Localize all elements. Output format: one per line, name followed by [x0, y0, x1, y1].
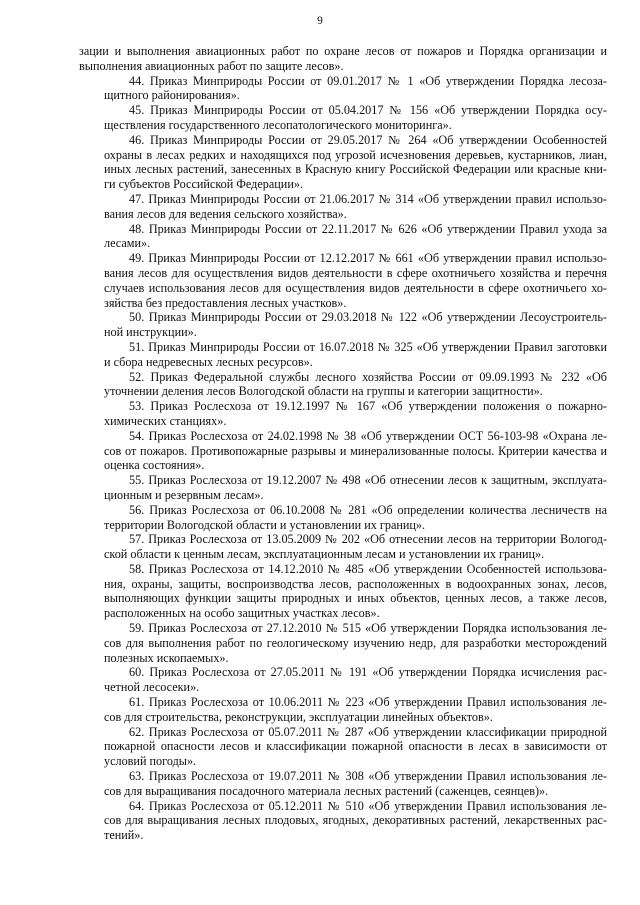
text-line: 55. Приказ Рослесхоза от 19.12.2007 № 498 «Об отнесении лесов к защитным, эксплуата- — [129, 473, 607, 488]
text-line: 50. Приказ Минприроды России от 29.03.2018 № 122 «Об утверждении Лесоустроитель- — [129, 310, 607, 325]
list-item — [79, 473, 607, 503]
text-line: выполняющих функции защиты природных и иных объектов, ценных лесов, а также лесов, — [104, 591, 607, 606]
text-line: зяйства без предоставления лесных участков». — [104, 295, 347, 310]
text-line: 56. Приказ Рослесхоза от 06.10.2008 № 281 «Об определении количества лесничеств на — [129, 502, 607, 517]
list-item — [79, 133, 607, 192]
text-line: 53. Приказ Рослесхоза от 19.12.1997 № 167 «Об утверждении положения о пожарно- — [129, 399, 607, 414]
text-line: 51. Приказ Минприроды России от 16.07.2018 № 325 «Об утверждении Правил заготовки — [129, 339, 607, 354]
text-line: уточнении деления лесов Вологодской области на группы и категории защитности». — [104, 384, 543, 399]
list-item — [79, 399, 607, 429]
text-line: зации и выполнения авиационных работ по охране лесов от пожаров и Порядка организации и — [79, 44, 607, 58]
text-line: охраны в лесах редких и находящихся под угрозой исчезновения деревьев, кустарников, лиан, — [104, 147, 607, 162]
text-line: сов для выполнения работ по геологическому изучению недр, для разработки месторождений — [104, 635, 607, 650]
text-line: ской области к ценным лесам, эксплуатационным лесам и установлении их границ». — [104, 547, 545, 562]
text-line: 49. Приказ Минприроды России от 12.12.2017 № 661 «Об утверждении правил использо- — [129, 251, 607, 266]
text-line: 45. Приказ Минприроды России от 05.04.2017 № 156 «Об утверждении Порядка осу- — [129, 103, 607, 118]
text-line: ги субъектов Российской Федерации». — [104, 177, 303, 192]
text-line: случаев использования лесов для осуществления видов деятельности в сфере охотничьего хо- — [104, 280, 607, 295]
text-line: ной инструкции». — [104, 325, 197, 340]
text-line: 44. Приказ Минприроды России от 09.01.2017 № 1 «Об утверждении Порядка лесоза- — [129, 73, 607, 88]
text-line: и сбора недревесных лесных ресурсов». — [104, 354, 313, 369]
list-item — [79, 503, 607, 533]
text-line: территории Вологодской области и установлении их границ». — [104, 517, 426, 532]
text-line: иных лесных растений, занесенных в Красную книгу Российской Федерации или красные кни- — [104, 162, 607, 177]
text-line: 60. Приказ Рослесхоза от 27.05.2011 № 191 «Об утверждении Порядка исчисления рас- — [129, 665, 607, 680]
text-line: 47. Приказ Минприроды России от 21.06.2017 № 314 «Об утверждении правил использо- — [129, 191, 607, 206]
list-item — [79, 74, 607, 104]
text-line: сов для выращивания посадочного материала лесных растений (саженцев, сеянцев)». — [104, 783, 549, 798]
text-line: вания лесов для ведения сельского хозяйства». — [104, 206, 347, 221]
text-line: четной лесосеки». — [104, 680, 200, 695]
text-line: ществления государственного лесопатологического мониторинга». — [104, 117, 452, 132]
text-line: 46. Приказ Минприроды России от 29.05.2017 № 264 «Об утверждении Особенностей — [129, 132, 607, 147]
text-line: 64. Приказ Рослесхоза от 05.12.2011 № 510 «Об утверждении Правил использования ле- — [129, 798, 607, 813]
text-line: 61. Приказ Рослесхоза от 10.06.2011 № 223 «Об утверждении Правил использования ле- — [129, 695, 607, 710]
list-item — [79, 532, 607, 562]
text-line: щитного районирования». — [104, 88, 240, 103]
text-line: 59. Приказ Рослесхоза от 27.12.2010 № 515 «Об утверждении Порядка использования ле- — [129, 621, 607, 636]
text-line: 57. Приказ Рослесхоза от 13.05.2009 № 202 «Об отнесении лесов на территории Вологод- — [129, 532, 607, 547]
paragraph-continuation — [79, 44, 607, 74]
text-line: 54. Приказ Рослесхоза от 24.02.1998 № 38 «Об утверждении ОСТ 56-103-98 «Охрана ле- — [129, 428, 607, 443]
text-line: химических станциях». — [104, 413, 227, 428]
text-line: выполнения авиационных работ по защите лесов». — [79, 58, 344, 73]
list-item — [79, 340, 607, 370]
list-item — [79, 222, 607, 252]
text-line: оценка состояния». — [104, 458, 205, 473]
list-item — [79, 665, 607, 695]
text-line: расположенных на особо защитных участках лесов». — [104, 606, 380, 621]
list-item — [79, 103, 607, 133]
list-item — [79, 695, 607, 725]
text-line: 63. Приказ Рослесхоза от 19.07.2011 № 308 «Об утверждении Правил использования ле- — [129, 769, 607, 784]
text-line: 48. Приказ Минприроды России от 22.11.2017 № 626 «Об утверждении Правил ухода за — [129, 221, 607, 236]
text-line: вания лесов для осуществления видов деятельности в сфере охотничьего хозяйства и перечня — [104, 265, 607, 280]
list-item — [79, 370, 607, 400]
list-item — [79, 799, 607, 843]
list-item — [79, 562, 607, 621]
text-line: ния, охраны, защиты, воспроизводства лесов, расположенных в водоохранных зонах, лесов, — [104, 576, 607, 591]
text-line: тений». — [104, 828, 144, 843]
list-item — [79, 429, 607, 473]
list-item — [79, 310, 607, 340]
text-line: условий погоды». — [104, 754, 197, 769]
list-item — [79, 621, 607, 665]
text-line: лесами». — [104, 236, 151, 251]
list-item — [79, 769, 607, 799]
text-line: ционным и резервным лесам». — [104, 487, 264, 502]
text-line: пожарной опасности лесов и классификации пожарной опасности в лесах в зависимости от — [104, 739, 607, 754]
document-body — [79, 44, 607, 843]
text-line: 58. Приказ Рослесхоза от 14.12.2010 № 485 «Об утверждении Особенностей использова- — [129, 561, 607, 576]
list-item — [79, 251, 607, 310]
text-line: 52. Приказ Федеральной службы лесного хозяйства России от 09.09.1993 № 232 «Об — [129, 369, 607, 384]
page-number: 9 — [317, 15, 323, 27]
text-line: сов от пожаров. Противопожарные разрывы и минерализованные полосы. Критерии качества и — [104, 443, 607, 458]
list-item — [79, 725, 607, 769]
text-line: полезных ископаемых». — [104, 650, 229, 665]
list-item — [79, 192, 607, 222]
text-line: сов для выращивания лесных плодовых, ягодных, декоративных растений, лекарственных рас- — [104, 813, 607, 828]
text-line: 62. Приказ Рослесхоза от 05.07.2011 № 287 «Об утверждении классификации природной — [129, 724, 607, 739]
text-line: сов для строительства, реконструкции, эксплуатации линейных объектов». — [104, 709, 493, 724]
